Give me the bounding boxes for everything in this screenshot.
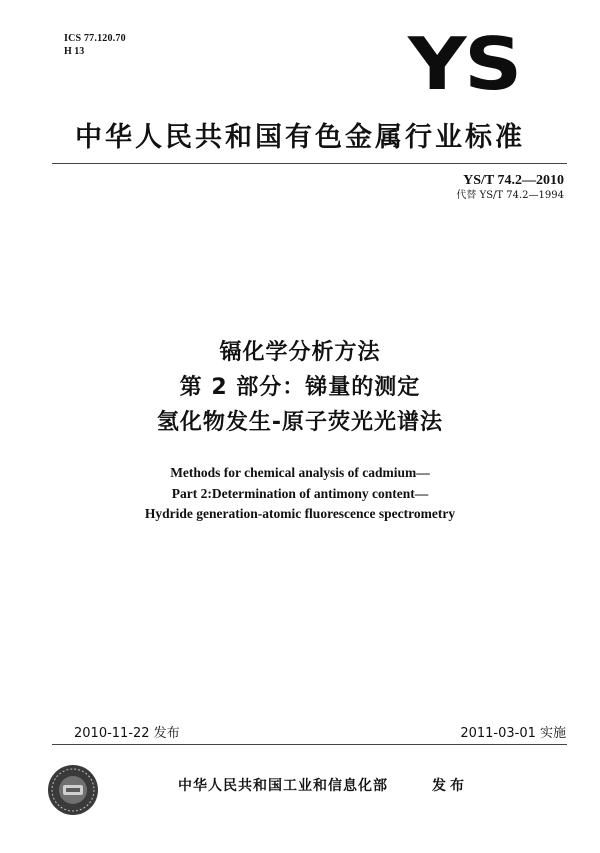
- zh-title-line-2: 第 2 部分：锑量的测定: [179, 375, 421, 400]
- issue-label: 发布: [432, 778, 468, 794]
- ccs-code: H 13: [64, 46, 85, 57]
- zh-title-line-3: 氢化物发生-原子荧光光谱法: [156, 410, 444, 435]
- ys-logo: YS: [408, 22, 520, 106]
- replaces-standard: 代替 YS/T 74.2—1994: [456, 190, 564, 201]
- standards-seal-icon: [46, 763, 100, 817]
- ics-code: ICS 77.120.70: [64, 33, 126, 44]
- standard-number: YS/T 74.2—2010: [463, 173, 564, 188]
- effective-date: 2011-03-01 实施: [460, 726, 566, 741]
- standard-category: 中华人民共和国有色金属行业标准: [75, 122, 525, 153]
- en-title-line-1: Methods for chemical analysis of cadmium—: [170, 465, 430, 480]
- publish-date: 2010-11-22 发布: [74, 726, 180, 741]
- en-title-line-2: Part 2:Determination of antimony content—: [171, 486, 429, 501]
- en-title-line-3: Hydride generation-atomic fluorescence spectrometry: [144, 506, 456, 521]
- zh-title-line-1: 镉化学分析方法: [219, 340, 381, 365]
- bottom-divider: [52, 744, 567, 745]
- top-divider: [52, 163, 567, 164]
- issuing-authority: 中华人民共和国工业和信息化部: [178, 778, 388, 794]
